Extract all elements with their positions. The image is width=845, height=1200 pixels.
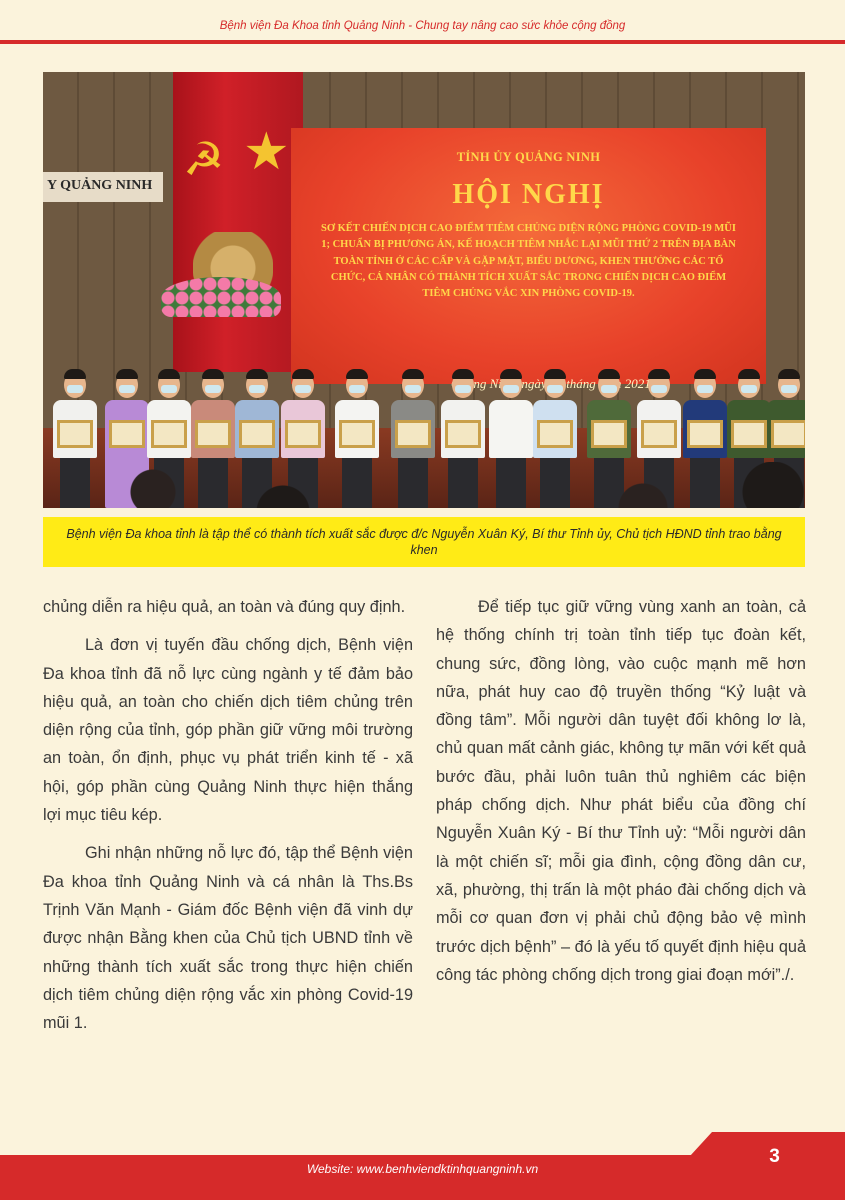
screen-body: SƠ KẾT CHIẾN DỊCH CAO ĐIỂM TIÊM CHỦNG DIỆN RỘNG PHÒNG COVID-19 MŨI 1; CHUẨN BỊ PHƯƠNG ÁN, KẾ HOẠCH TIÊM NHẮC LẠI MŨI THỨ 2 TRÊN ĐỊA BÀN TOÀN TỈNH Ở CÁC CẤP VÀ GẶP MẶT, BIỂU DƯƠNG, KHEN THƯỞNG CÁC TỔ CHỨC, CÁ NHÂN CÓ THÀNH TÍCH XUẤT SẮC TRONG CHIẾN DỊCH CAO ĐIỂM TIÊM CHỦNG VẮC XIN PHÒNG COVID-19. (321, 223, 736, 300)
conference-screen (291, 128, 766, 391)
footer-website: Website: www.benhviendktinhquangninh.vn (306, 1162, 539, 1176)
running-header: Bệnh viện Đa Khoa tỉnh Quảng Ninh - Chung tay nâng cao sức khỏe cộng đồng (219, 20, 626, 32)
hammer-sickle-icon: ☭ (183, 133, 225, 185)
paragraph: Ghi nhận những nỗ lực đó, tập thể Bệnh viện Đa khoa tỉnh Quảng Ninh và cá nhân là Ths.Bs Trịnh Văn Mạnh - Giám đốc Bệnh viện đã vinh dự được nhận Bằng khen của Chủ tịch UBND tỉnh về những thành tích xuất sắc trong thực hiện chiến dịch tiêm chủng diện rộng vắc xin phòng Covid-19 mũi 1. (43, 844, 413, 1033)
article-column-left (43, 593, 413, 1047)
flower-arrangement (161, 277, 281, 317)
audience-heads (43, 462, 805, 508)
photo-caption: Bệnh viện Đa khoa tỉnh là tập thể có thành tích xuất sắc được đ/c Nguyễn Xuân Ký, Bí thư Tỉnh ủy, Chủ tịch HĐND tỉnh trao bằng khen (43, 517, 805, 567)
screen-date: ngày tháng 2021 (521, 376, 651, 391)
screen-title: HỘI NGHỊ (452, 179, 605, 210)
wall-sign (43, 172, 163, 202)
wall-sign-text: Y QUẢNG NINH (47, 178, 153, 193)
paragraph: Là đơn vị tuyến đầu chống dịch, Bệnh viện Đa khoa tỉnh đã nỗ lực cùng ngành y tế đảm bảo hiệu quả, an toàn cho chiến dịch tiêm chủng trên diện rộng của tỉnh, góp phần giữ vững môi trường an toàn, ổn định, phục vụ phát triển kinh tế - xã hội, góp phần cùng Quảng Ninh thực hiện thắng lợi mục tiêu kép. (43, 636, 413, 825)
page-number: 3 (769, 1146, 780, 1167)
paragraph: Để tiếp tục giữ vững vùng xanh an toàn, cả hệ thống chính trị toàn tỉnh tiếp tục đoàn kết, chung sức, đồng lòng, vào cuộc mạnh mẽ hơn nữa, phát huy cao độ truyền thống “Kỷ luật và đồng tâm”. Mỗi người dân tuyệt đối không lơ là, chủ quan mất cảnh giác, không tự mãn với kết quả bước đầu, phải luôn tuân thủ nghiêm các biện pháp chống dịch. Như phát biểu của đồng chí Nguyễn Xuân Ký - Bí thư Tỉnh uỷ: “Mỗi người dân là một chiến sĩ; mỗi gia đình, cộng đồng dân cư, xã, phường, thị trấn là một pháo đài chống dịch và mỗi cơ quan đơn vị phải chủ động bảo vệ mình trước dịch bệnh” – đó là yếu tố quyết định hiệu quả công tác phòng chống dịch trong giai đoạn mới”./. (436, 598, 806, 984)
event-photo (43, 72, 805, 508)
article-column-right (436, 593, 806, 999)
paragraph: chủng diễn ra hiệu quả, an toàn và đúng quy định. (43, 598, 406, 616)
screen-org: TỈNH ỦY QUẢNG NINH (456, 150, 601, 164)
star-icon: ★ (243, 123, 290, 181)
header-rule (0, 40, 845, 44)
